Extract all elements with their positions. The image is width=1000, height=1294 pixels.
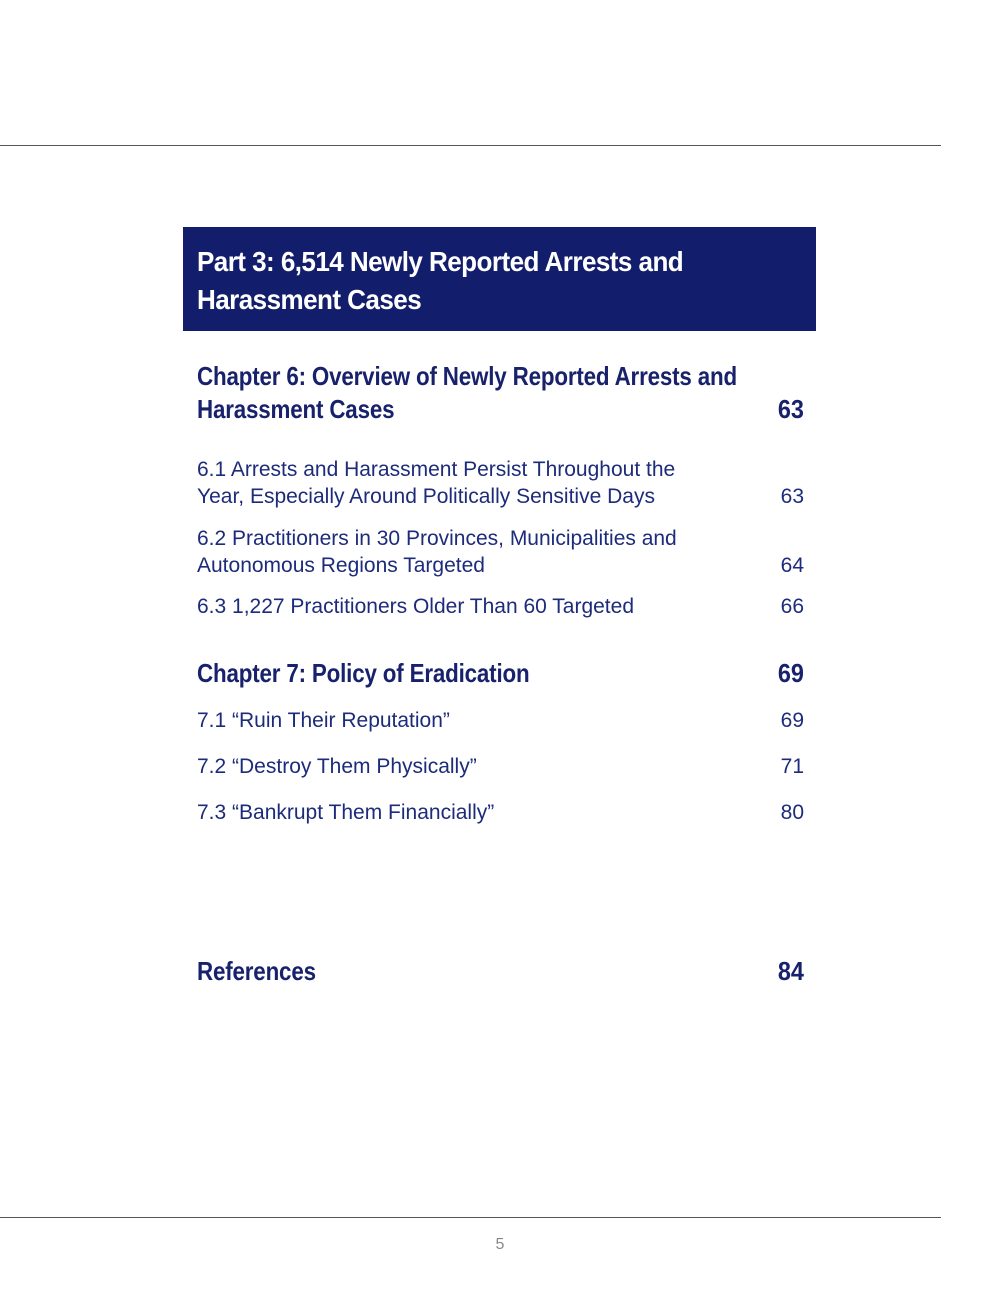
toc-section-6-3-title: 6.3 1,227 Practitioners Older Than 60 Targeted bbox=[197, 595, 635, 618]
toc-section-6-1-page: 63 bbox=[780, 485, 804, 508]
toc-references-title: References bbox=[197, 956, 316, 986]
toc-references-page: 84 bbox=[777, 956, 804, 986]
toc-chapter-7-page: 69 bbox=[777, 658, 804, 688]
toc-section-6-3-page: 66 bbox=[780, 595, 804, 618]
toc-references[interactable] bbox=[197, 955, 804, 988]
toc-chapter-6-page: 63 bbox=[777, 394, 804, 424]
toc-chapter-7[interactable] bbox=[197, 657, 804, 690]
toc-section-7-3-page: 80 bbox=[780, 801, 804, 824]
toc-chapter-6-title: Chapter 6: Overview of Newly Reported Arrests and Harassment Cases bbox=[197, 361, 737, 424]
bottom-rule bbox=[0, 1217, 941, 1218]
top-rule bbox=[0, 145, 941, 146]
toc-section-7-2-title: 7.2 “Destroy Them Physically” bbox=[197, 755, 477, 778]
toc-chapter-7-title: Chapter 7: Policy of Eradication bbox=[197, 658, 530, 688]
toc-section-7-3[interactable] bbox=[197, 799, 804, 826]
toc-section-6-2-title: 6.2 Practitioners in 30 Provinces, Municipalities and Autonomous Regions Targeted bbox=[197, 527, 677, 577]
toc-section-7-1[interactable] bbox=[197, 707, 804, 734]
toc-section-7-2-page: 71 bbox=[780, 755, 804, 778]
toc-section-6-3[interactable] bbox=[197, 593, 804, 620]
part-banner bbox=[183, 227, 816, 331]
toc-section-6-1-title: 6.1 Arrests and Harassment Persist Throughout the Year, Especially Around Politically Sensitive Days bbox=[197, 458, 676, 508]
toc-section-6-2[interactable] bbox=[197, 525, 804, 579]
toc-section-7-2[interactable] bbox=[197, 753, 804, 780]
toc-section-6-1[interactable] bbox=[197, 456, 804, 510]
toc-section-6-2-page: 64 bbox=[780, 554, 804, 577]
toc-section-7-3-title: 7.3 “Bankrupt Them Financially” bbox=[197, 801, 495, 824]
toc-chapter-6[interactable] bbox=[197, 360, 804, 426]
page-number: 5 bbox=[495, 1236, 505, 1253]
toc-section-7-1-title: 7.1 “Ruin Their Reputation” bbox=[197, 709, 450, 732]
part-title: Part 3: 6,514 Newly Reported Arrests and Harassment Cases bbox=[197, 246, 684, 315]
toc-section-7-1-page: 69 bbox=[780, 709, 804, 732]
